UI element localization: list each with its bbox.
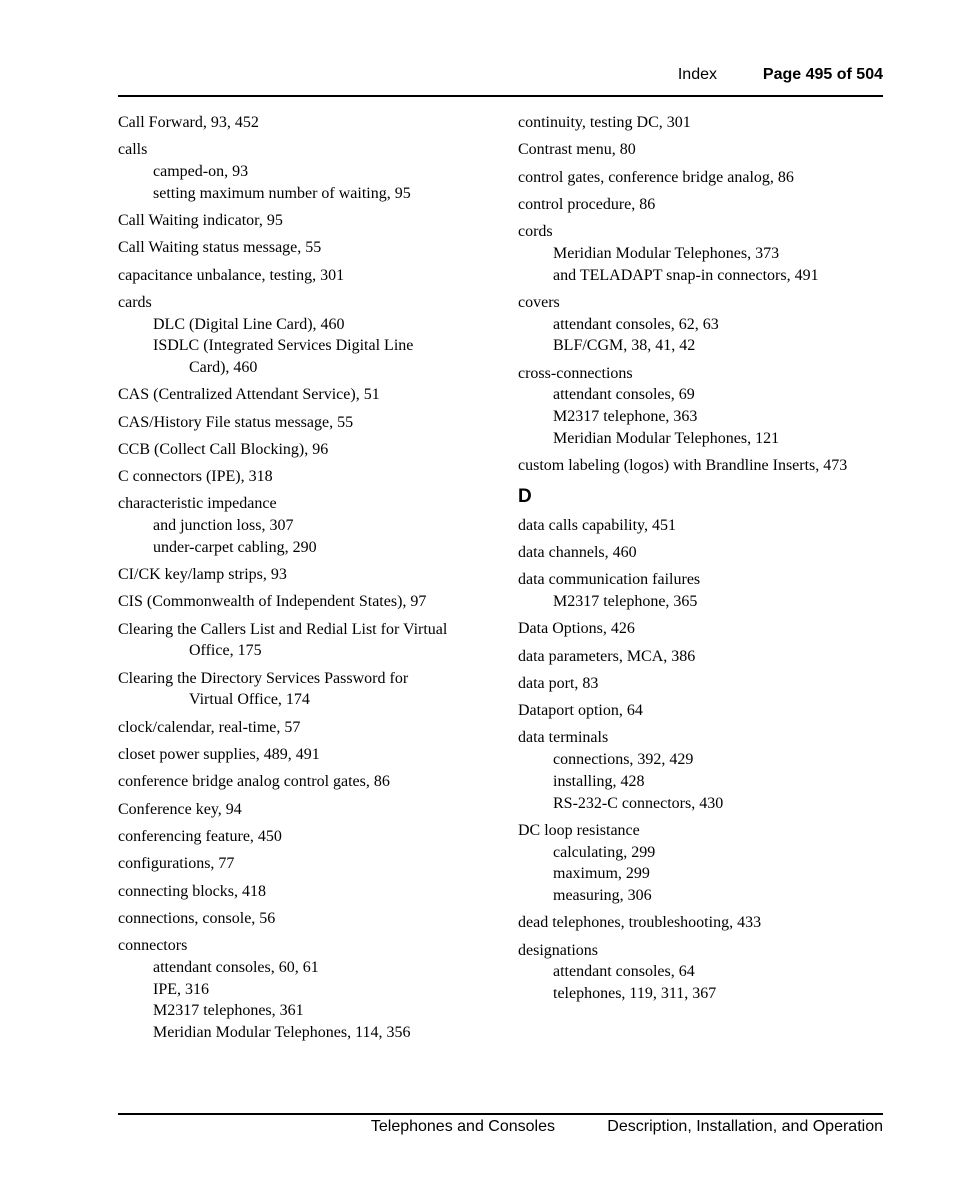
index-entry: connecting blocks, 418 bbox=[118, 882, 266, 900]
index-subentry: under-carpet cabling, 290 bbox=[153, 538, 317, 556]
index-entry: Data Options, 426 bbox=[518, 620, 635, 638]
index-entry: control gates, conference bridge analog, 86 bbox=[518, 168, 794, 186]
index-entry: CIS (Commonwealth of Independent States), 97 bbox=[118, 593, 427, 611]
index-subentry: setting maximum number of waiting, 95 bbox=[153, 184, 411, 202]
index-subentry: measuring, 306 bbox=[553, 887, 652, 904]
index-entry: connectors attendant consoles, 60, 61 IPE, 316 M2317 telephones, 361 Meridian Modular Telephones, 114, 356 bbox=[118, 935, 488, 1044]
index-subentry-continued: Card), 460 bbox=[189, 359, 258, 376]
index-entry: CAS/History File status message, 55 bbox=[118, 413, 354, 431]
index-entry: continuity, testing DC, 301 bbox=[518, 114, 691, 131]
index-entry: data parameters, MCA, 386 bbox=[518, 647, 696, 665]
index-subentry: DLC (Digital Line Card), 460 bbox=[153, 315, 345, 333]
index-entry: designations attendant consoles, 64 telephones, 119, 311, 367 bbox=[518, 940, 884, 1005]
index-entry: clock/calendar, real-time, 57 bbox=[118, 718, 301, 736]
index-subentry: ISDLC (Integrated Services Digital Line bbox=[153, 337, 414, 355]
index-entry: cards DLC (Digital Line Card), 460 ISDLC (Integrated Services Digital Line Card), 460 bbox=[118, 292, 488, 379]
index-subentry: RS-232-C connectors, 430 bbox=[553, 794, 724, 812]
index-entry: Contrast menu, 80 bbox=[518, 141, 636, 159]
index-subentry: attendant consoles, 62, 63 bbox=[553, 315, 719, 333]
index-entry: Call Forward, 93, 452 bbox=[118, 114, 259, 131]
footer-document-subtitle: Description, Installation, and Operation bbox=[607, 1118, 883, 1135]
index-entry: data communication failures M2317 telephone, 365 bbox=[518, 569, 884, 612]
index-subentry: M2317 telephone, 365 bbox=[553, 593, 698, 610]
index-entry: CCB (Collect Call Blocking), 96 bbox=[118, 440, 329, 458]
index-subentry: Meridian Modular Telephones, 373 bbox=[553, 244, 780, 262]
index-entry: data channels, 460 bbox=[518, 544, 637, 561]
index-column-left bbox=[118, 112, 488, 1049]
index-entry: Dataport option, 64 bbox=[518, 702, 643, 720]
index-entry: Clearing the Callers List and Redial List for Virtual Office, 175 bbox=[118, 619, 488, 662]
index-entry: Call Waiting indicator, 95 bbox=[118, 212, 283, 229]
index-subentry: calculating, 299 bbox=[553, 843, 656, 861]
index-subentry: Meridian Modular Telephones, 114, 356 bbox=[153, 1023, 411, 1041]
section-title: Index bbox=[677, 66, 717, 83]
index-entry: C connectors (IPE), 318 bbox=[118, 468, 273, 486]
page-number: Page 495 of 504 bbox=[762, 66, 883, 83]
index-entry: conferencing feature, 450 bbox=[118, 827, 282, 845]
index-subentry: IPE, 316 bbox=[153, 980, 209, 998]
index-entry: data port, 83 bbox=[518, 674, 599, 692]
index-entry: custom labeling (logos) with Brandline Inserts, 473 bbox=[518, 457, 848, 474]
index-entry: DC loop resistance calculating, 299 maximum, 299 measuring, 306 bbox=[518, 820, 884, 907]
index-entry: Call Waiting status message, 55 bbox=[118, 239, 322, 257]
index-subentry: camped-on, 93 bbox=[153, 163, 249, 180]
index-subentry: M2317 telephone, 363 bbox=[553, 408, 698, 425]
index-entry: CAS (Centralized Attendant Service), 51 bbox=[118, 386, 380, 404]
index-entry: CI/CK key/lamp strips, 93 bbox=[118, 566, 287, 584]
index-entry: control procedure, 86 bbox=[518, 195, 656, 213]
index-entry: data calls capability, 451 bbox=[518, 516, 677, 534]
index-subentry: attendant consoles, 60, 61 bbox=[153, 958, 319, 976]
index-subentry: M2317 telephones, 361 bbox=[153, 1002, 304, 1020]
index-entry: closet power supplies, 489, 491 bbox=[118, 746, 320, 764]
index-entry-continued: Office, 175 bbox=[189, 642, 262, 660]
index-entry: data terminals connections, 392, 429 installing, 428 RS-232-C connectors, 430 bbox=[518, 727, 884, 814]
index-entry: cords Meridian Modular Telephones, 373 and TELADAPT snap-in connectors, 491 bbox=[518, 221, 884, 286]
index-entry: connections, console, 56 bbox=[118, 909, 276, 927]
index-entry: conference bridge analog control gates, 86 bbox=[118, 773, 390, 791]
index-subentry: and TELADAPT snap-in connectors, 491 bbox=[553, 266, 819, 284]
index-entry: covers attendant consoles, 62, 63 BLF/CGM, 38, 41, 42 bbox=[518, 292, 884, 357]
footer-document-title: Telephones and Consoles bbox=[370, 1118, 555, 1135]
footer-rule bbox=[118, 1113, 883, 1115]
index-entry: Clearing the Directory Services Password for Virtual Office, 174 bbox=[118, 668, 488, 711]
index-subentry: Meridian Modular Telephones, 121 bbox=[553, 429, 780, 447]
index-column-right bbox=[518, 112, 884, 1010]
index-entry: dead telephones, troubleshooting, 433 bbox=[518, 914, 762, 932]
header-rule bbox=[118, 95, 883, 97]
index-entry: characteristic impedance and junction loss, 307 under-carpet cabling, 290 bbox=[118, 493, 488, 558]
index-entry-continued: Virtual Office, 174 bbox=[189, 691, 310, 709]
page-footer bbox=[118, 1118, 883, 1140]
index-subentry: installing, 428 bbox=[553, 772, 645, 790]
index-entry: calls camped-on, 93 setting maximum number of waiting, 95 bbox=[118, 139, 488, 204]
index-entry: capacitance unbalance, testing, 301 bbox=[118, 266, 345, 284]
page-header bbox=[118, 64, 883, 88]
index-subentry: telephones, 119, 311, 367 bbox=[553, 985, 717, 1002]
index-subentry: maximum, 299 bbox=[553, 865, 650, 883]
index-section-letter: D bbox=[518, 485, 532, 507]
index-subentry: BLF/CGM, 38, 41, 42 bbox=[553, 337, 696, 355]
index-subentry: connections, 392, 429 bbox=[553, 751, 694, 769]
index-subentry: attendant consoles, 64 bbox=[553, 963, 695, 981]
index-entry: cross-connections attendant consoles, 69 M2317 telephone, 363 Meridian Modular Telephones, 121 bbox=[518, 363, 884, 450]
index-entry: configurations, 77 bbox=[118, 855, 235, 873]
index-subentry: and junction loss, 307 bbox=[153, 517, 294, 535]
index-subentry: attendant consoles, 69 bbox=[553, 386, 695, 404]
index-entry: Conference key, 94 bbox=[118, 800, 242, 818]
